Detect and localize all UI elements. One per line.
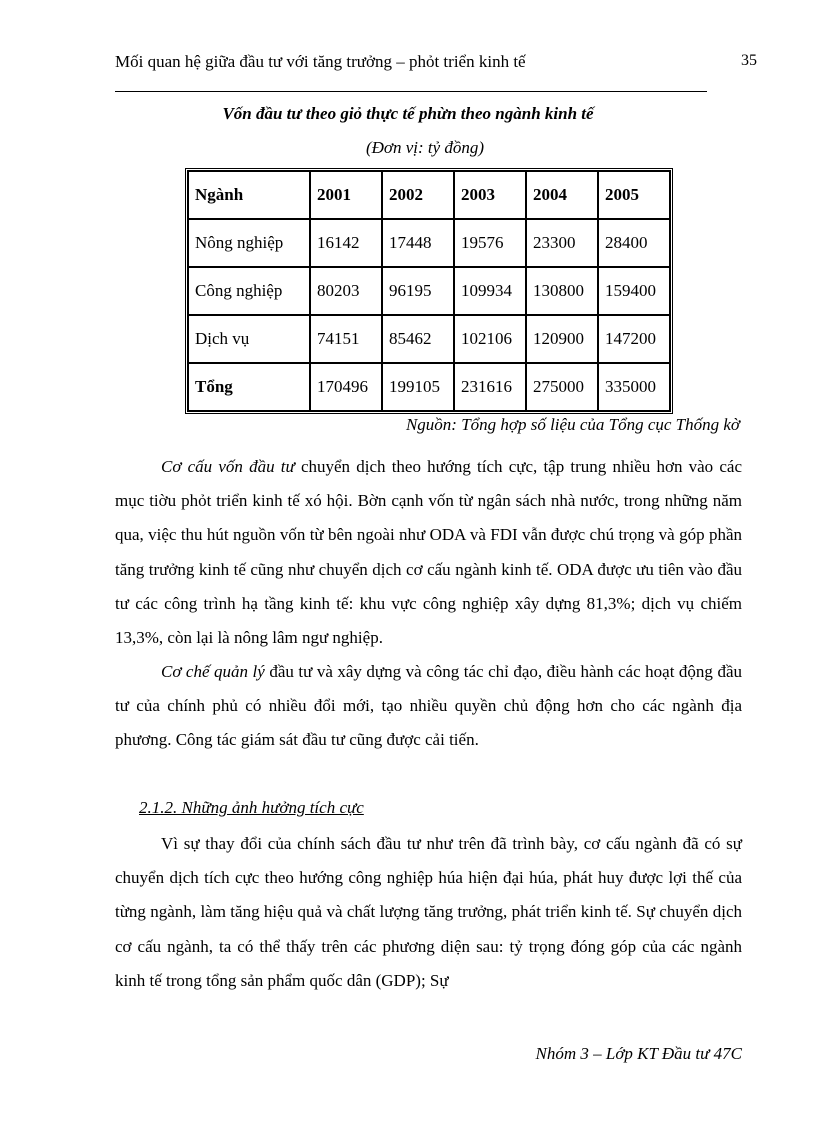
column-header: 2004 [526, 171, 598, 219]
page-header [115, 52, 757, 76]
table-row [188, 219, 670, 267]
column-header: 2003 [454, 171, 526, 219]
table-source: Nguồn: Tổng hợp số liệu của Tổng cục Thống kờ [405, 415, 740, 434]
table-cell: 23300 [526, 219, 598, 267]
table-cell: 28400 [598, 219, 670, 267]
table-cell: 147200 [598, 315, 670, 363]
column-header: 2001 [310, 171, 382, 219]
section-title: Những ảnh hưởng tích cực [181, 798, 364, 817]
header-title: Mối quan hệ giữa đầu tư với tăng trưởng – phỏt triển kinh tế [115, 52, 526, 71]
table-header-row [188, 171, 670, 219]
table-cell: 199105 [382, 363, 454, 411]
section-heading [139, 798, 364, 818]
table-cell: 120900 [526, 315, 598, 363]
column-header: Ngành [188, 171, 310, 219]
table-cell: 102106 [454, 315, 526, 363]
column-header: 2005 [598, 171, 670, 219]
column-header: 2002 [382, 171, 454, 219]
table-cell: 96195 [382, 267, 454, 315]
table-title: Vốn đầu tư theo giỏ thực tế phừn theo ngành kinh tế [222, 104, 594, 123]
row-label: Nông nghiệp [188, 219, 310, 267]
table-cell: 85462 [382, 315, 454, 363]
paragraph-lead: Cơ chế quản lý [161, 662, 265, 681]
row-label: Tổng [188, 363, 310, 411]
table-cell: 275000 [526, 363, 598, 411]
row-label: Công nghiệp [188, 267, 310, 315]
paragraph-investment-structure [115, 450, 742, 655]
paragraph-body: đầu tư và xây dựng và công tác chỉ đạo, điều hành các hoạt động đầu tư của chính phủ có nhiều đổi mới, tạo nhiều quyền chủ động hơn cho các ngành địa phương. Công tác giám sát đầu tư cũng được cải tiến. [115, 662, 742, 750]
row-label: Dịch vụ [188, 315, 310, 363]
table-cell: 170496 [310, 363, 382, 411]
header-divider [115, 91, 707, 92]
table-cell: 335000 [598, 363, 670, 411]
table-total-row [188, 363, 670, 411]
page-number: 35 [741, 52, 757, 69]
table-cell: 109934 [454, 267, 526, 315]
section-number: 2.1.2. [139, 798, 182, 817]
table-cell: 74151 [310, 315, 382, 363]
investment-table [185, 168, 673, 414]
table-row [188, 267, 670, 315]
paragraph-lead: Cơ cấu vốn đầu tư [161, 457, 295, 476]
page-footer: Nhóm 3 – Lớp KT Đầu tư 47C [535, 1044, 742, 1063]
paragraph-management-mechanism [115, 655, 742, 758]
table-row [188, 315, 670, 363]
table-cell: 231616 [454, 363, 526, 411]
table-cell: 159400 [598, 267, 670, 315]
paragraph-body: chuyển dịch theo hướng tích cực, tập trung nhiều hơn vào các mục tiờu phỏt triển kinh tế xó hội. Bờn cạnh vốn từ ngân sách nhà nước, trong những năm qua, việc thu hút nguồn vốn từ bên ngoài như ODA và FDI vẫn được chú trọng và góp phần tăng trưởng kinh tế cũng như chuyển dịch cơ cấu ngành kinh tế. ODA được ưu tiên vào đầu tư các công trình hạ tầng kinh tế: khu vực công nghiệp xây dựng 81,3%; dịch vụ chiếm 13,3%, còn lại là nông lâm ngư nghiệp. [115, 457, 742, 648]
table-unit: (Đơn vị: tỷ đồng) [365, 138, 485, 157]
table-cell: 130800 [526, 267, 598, 315]
table-cell: 16142 [310, 219, 382, 267]
table-cell: 17448 [382, 219, 454, 267]
table-cell: 19576 [454, 219, 526, 267]
paragraph-positive-effects: Vì sự thay đổi của chính sách đầu tư như trên đã trình bày, cơ cấu ngành đã có sự chuyển dịch tích cực theo hướng công nghiệp húa hiện đại húa, phát huy được lợi thế của từng ngành, làm tăng hiệu quả và chất lượng tăng trưởng, phát triển kinh tế. Sự chuyển dịch cơ cấu ngành, ta có thể thấy trên các phương diện sau: tỷ trọng đóng góp của các ngành kinh tế trong tổng sản phẩm quốc dân (GDP); Sự [115, 834, 742, 990]
table-cell: 80203 [310, 267, 382, 315]
